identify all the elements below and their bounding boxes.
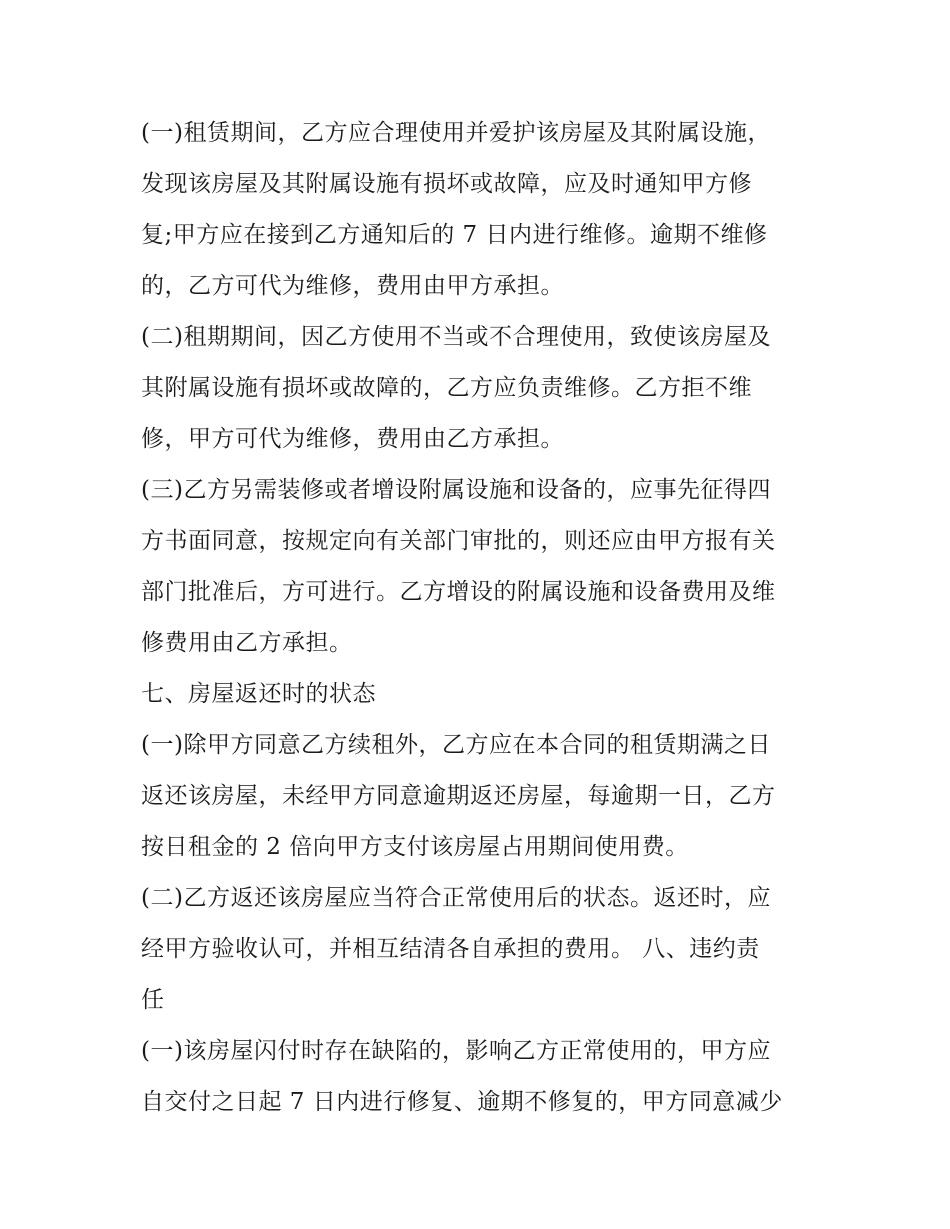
text-line: 任 (141, 987, 165, 1013)
text-line: (一)除甲方同意乙方续租外，乙方应在本合同的租赁期满之日 (141, 732, 771, 758)
text-line: 的，乙方可代为维修，费用由甲方承担。 (141, 273, 564, 299)
text-line: 返还该房屋，未经甲方同意逾期返还房屋，每逾期一日，乙方 (141, 783, 776, 809)
text-line: 方书面同意，按规定向有关部门审批的，则还应由甲方报有关 (141, 528, 776, 554)
text-line: 按日租金的 2 倍向甲方支付该房屋占用期间使用费。 (141, 834, 689, 860)
text-line: (二)租期期间，因乙方使用不当或不合理使用，致使该房屋及 (141, 324, 771, 350)
text-line: 修费用由乙方承担。 (141, 630, 353, 656)
section-heading: 七、房屋返还时的状态 (141, 681, 376, 707)
text-line: (三)乙方另需装修或者增设附属设施和设备的，应事先征得四 (141, 477, 771, 503)
document-body (141, 108, 815, 1128)
text-line: (一)租赁期间，乙方应合理使用并爱护该房屋及其附属设施， (141, 120, 771, 146)
text-line: (二)乙方返还该房屋应当符合正常使用后的状态。返还时，应 (141, 885, 771, 911)
text-line: 修，甲方可代为维修，费用由乙方承担。 (141, 426, 564, 452)
text-line: 部门批准后，方可进行。乙方增设的附属设施和设备费用及维 (141, 579, 776, 605)
text-line: 自交付之日起 7 日内进行修复、逾期不修复的，甲方同意减少 (141, 1089, 783, 1115)
text-line: 复;甲方应在接到乙方通知后的 7 日内进行维修。逾期不维修 (141, 222, 768, 248)
text-line: (一)该房屋闪付时存在缺陷的，影响乙方正常使用的，甲方应 (141, 1038, 771, 1064)
text-line: 其附属设施有损坏或故障的，乙方应负责维修。乙方拒不维 (141, 375, 752, 401)
text-line: 发现该房屋及其附属设施有损坏或故障，应及时通知甲方修 (141, 171, 752, 197)
text-line: 经甲方验收认可，并相互结清各自承担的费用。 八、违约责 (141, 936, 760, 962)
